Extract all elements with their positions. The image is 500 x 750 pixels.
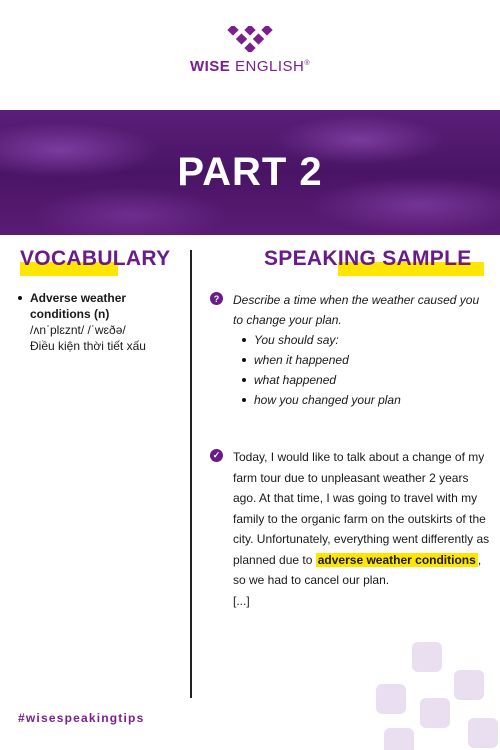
cue-item — [240, 390, 492, 410]
title-banner — [0, 110, 500, 235]
wise-logo-icon — [227, 26, 273, 52]
cue-text: how you changed your plan — [254, 393, 401, 407]
cue-item — [240, 330, 492, 350]
cue-item — [240, 370, 492, 390]
vocabulary-item — [16, 290, 188, 354]
vocabulary-term: Adverse weather conditions (n) — [30, 291, 127, 321]
bullet-icon — [242, 338, 246, 342]
speaking-heading: SPEAKING SAMPLE — [264, 247, 472, 270]
speaking-answer-block — [210, 447, 492, 611]
question-icon: ? — [210, 292, 223, 305]
cue-text: what happened — [254, 373, 337, 387]
cue-list — [240, 330, 492, 410]
answer-text-before: Today, I would like to talk about a change of my farm tour due to unpleasant weather 2 years ago. At that time, I was going to travel with my family to the organic farm on the outskirts of the city. Unfortunately, everything went differently as planned due to — [233, 450, 490, 567]
trademark: ® — [304, 60, 311, 67]
cue-item — [240, 350, 492, 370]
brand-logo — [0, 26, 500, 75]
bullet-icon — [242, 358, 246, 362]
vocabulary-ipa: /ʌnˈplɛznt/ /ˈwɛðə/ — [30, 323, 126, 337]
hashtag: #wisespeakingtips — [18, 711, 145, 725]
bullet-icon — [18, 296, 22, 300]
bullet-icon — [242, 378, 246, 382]
banner-title: PART 2 — [177, 150, 323, 194]
speaking-answer — [210, 447, 492, 611]
speaking-question: Describe a time when the weather caused you to change your plan. — [233, 293, 480, 327]
vocabulary-list — [16, 290, 188, 354]
brand-name — [0, 58, 500, 75]
vocabulary-meaning: Điều kiện thời tiết xấu — [30, 339, 146, 353]
answer-ellipsis: [...] — [233, 593, 250, 608]
vocabulary-heading: VOCABULARY — [20, 247, 171, 270]
answer-text-after: , so we had to cancel our plan. — [233, 552, 482, 587]
column-divider — [190, 250, 192, 698]
check-icon: ✓ — [210, 449, 223, 462]
brand-name-thin: ENGLISH — [234, 58, 305, 75]
brand-name-strong: WISE — [189, 58, 231, 75]
speaking-question-block — [210, 290, 492, 410]
cue-text: You should say: — [254, 333, 339, 347]
bullet-icon — [242, 398, 246, 402]
decorative-pattern-icon — [370, 640, 500, 750]
cue-text: when it happened — [254, 353, 349, 367]
answer-highlight: adverse weather conditions — [317, 552, 476, 567]
